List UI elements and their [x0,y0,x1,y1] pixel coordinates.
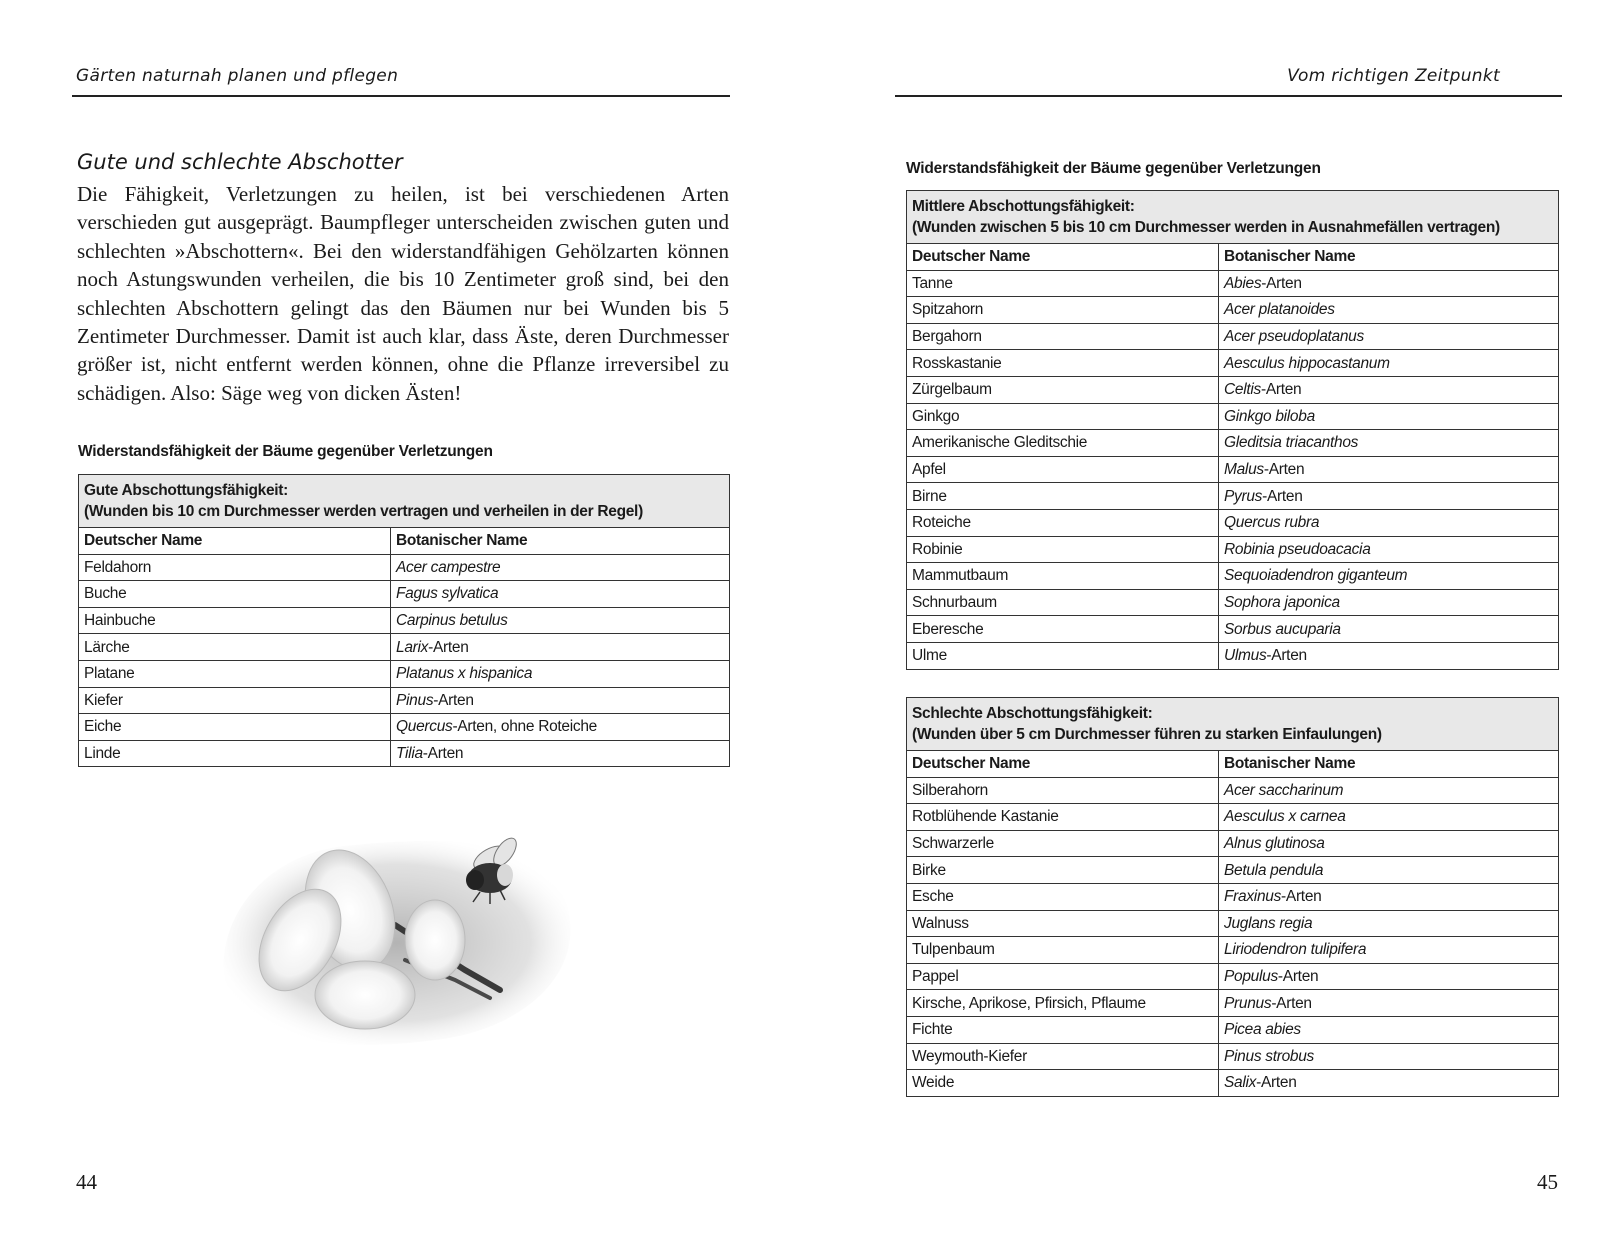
table-row [907,804,1559,831]
german-name-cell: Weymouth-Kiefer [907,1043,1219,1070]
table-row [907,509,1559,536]
table-row [907,883,1559,910]
german-name-cell: Bergahorn [907,323,1219,350]
botanical-name-cell [391,607,730,634]
botanical-name-cell [1219,270,1559,297]
botanical-name: Ulmus [1224,647,1267,665]
table-row [907,456,1559,483]
botanical-name: Liriodendron tulipifera [1224,941,1367,959]
table-row [907,1043,1559,1070]
german-name-cell: Schnurbaum [907,589,1219,616]
botanical-name-cell [1219,563,1559,590]
botanical-name: Sorbus aucuparia [1224,620,1341,638]
table-caption-right: Widerstandsfähigkeit der Bäume gegenüber Verletzungen [906,160,1321,177]
table-row [907,563,1559,590]
botanical-suffix: -Arten [1261,274,1302,292]
body-paragraph: Die Fähigkeit, Verletzungen zu heilen, ist bei verschiedenen Arten verschieden gut ausgeprägt. Baumpfleger unterscheiden zwischen guten und schlechten »Abschottern«. Bei den widerstandfähigen Gehölzarten können noch Astungswunden verheilen, die bis 10 Zentimeter groß sind, bei den schlechten Abschottern gelingt das den Bäumen nur bei Wunden bis 5 Zentimeter Durchmesser. Damit ist auch klar, dass Äste, deren Durchmesser größer ist, nicht entfernt werden können, ohne die Pflanze irreversibel zu schädigen. Also: Säge weg von dicken Ästen! [77,182,729,405]
botanical-name: Fagus sylvatica [396,585,499,603]
table-group-header [907,191,1559,244]
german-name-cell: Linde [79,740,391,767]
header-rule-right [895,95,1562,97]
table-row [907,910,1559,937]
botanical-name-cell [1219,430,1559,457]
table-row [907,1070,1559,1097]
botanical-name-cell [1219,963,1559,990]
table-row [907,642,1559,669]
german-name-cell: Tulpenbaum [907,937,1219,964]
botanical-name-cell [1219,483,1559,510]
table-row [907,297,1559,324]
botanical-name-cell [391,581,730,608]
botanical-name-cell [1219,350,1559,377]
group-note: (Wunden bis 10 cm Durchmesser werden vertragen und verheilen in der Regel) [84,503,643,520]
botanical-suffix: -Arten [422,745,464,763]
german-name-cell: Buche [79,581,391,608]
group-note: (Wunden über 5 cm Durchmesser führen zu starken Einfaulungen) [912,726,1382,743]
german-name-cell: Kirsche, Aprikose, Pfirsich, Pflaume [907,990,1219,1017]
table-row [79,634,730,661]
group-note: (Wunden zwischen 5 bis 10 cm Durchmesser werden in Ausnahmefällen vertragen) [912,219,1500,236]
botanical-name: Ginkgo biloba [1224,407,1315,425]
german-name-cell: Amerikanische Gleditschie [907,430,1219,457]
botanical-name-cell [391,714,730,741]
catkin-right [405,900,465,980]
group-title: Gute Abschottungsfähigkeit: [84,482,289,499]
table-row [907,937,1559,964]
botanical-name-cell [1219,403,1559,430]
german-name-cell: Feldahorn [79,554,391,581]
running-head-right: Vom richtigen Zeitpunkt [1287,66,1500,86]
botanical-suffix: -Arten [428,638,469,656]
botanical-name: Quercus rubra [1224,514,1320,532]
german-name-cell: Walnuss [907,910,1219,937]
botanical-name: Tilia [396,745,423,763]
german-name-cell: Weide [907,1070,1219,1097]
table-row [79,554,730,581]
botanical-name: Acer saccharinum [1224,781,1344,799]
botanical-name: Quercus [396,718,453,736]
botanical-suffix: -Arten [1256,1074,1297,1092]
table-group-header [79,475,730,528]
botanical-suffix: -Arten [1266,647,1307,665]
german-name-cell: Lärche [79,634,391,661]
botanical-name: Sequoiadendron giganteum [1224,567,1408,585]
page-number-left: 44 [76,1170,97,1194]
table-row [907,857,1559,884]
botanical-name: Robinia pseudoacacia [1224,540,1371,558]
header-rule-left [72,95,730,97]
german-name-cell: Pappel [907,963,1219,990]
botanical-name-cell [1219,1016,1559,1043]
german-name-cell: Eiche [79,714,391,741]
botanical-suffix: -Arten [1262,487,1303,505]
botanical-name-cell [1219,509,1559,536]
botanical-name: Acer pseudoplatanus [1224,328,1364,346]
table-row [907,1016,1559,1043]
botanical-name-cell [1219,937,1559,964]
german-name-cell: Fichte [907,1016,1219,1043]
german-name-cell: Apfel [907,456,1219,483]
botanical-name-cell [391,554,730,581]
table-group-header [907,698,1559,751]
german-name-cell: Silberahorn [907,777,1219,804]
german-name-cell: Hainbuche [79,607,391,634]
botanical-name: Gleditsia triacanthos [1224,434,1359,452]
botanical-name: Fraxinus [1224,888,1282,906]
table-row [907,270,1559,297]
botanical-name-cell [1219,297,1559,324]
table-row [907,376,1559,403]
table-caption-left: Widerstandsfähigkeit der Bäume gegenüber Verletzungen [78,443,493,460]
botanical-suffix: -Arten [1281,888,1322,906]
table-row [79,581,730,608]
botanical-name-cell [1219,804,1559,831]
botanical-name: Populus [1224,968,1278,986]
german-name-cell: Robinie [907,536,1219,563]
botanical-name: Aesculus x carnea [1224,808,1346,826]
table-row [907,536,1559,563]
botanical-name-cell [1219,990,1559,1017]
right-page [809,0,1618,1240]
german-name-cell: Spitzahorn [907,297,1219,324]
german-name-cell: Eberesche [907,616,1219,643]
running-head-left: Gärten naturnah planen und pflegen [76,66,399,86]
botanical-name-cell [1219,323,1559,350]
botanical-name-cell [1219,910,1559,937]
german-name-cell: Mammutbaum [907,563,1219,590]
botanical-name: Juglans regia [1224,914,1313,932]
german-name-cell: Kiefer [79,687,391,714]
willow-catkin-bumblebee-illustration [205,830,605,1060]
botanical-name: Malus [1224,461,1264,479]
botanical-name-cell [1219,456,1559,483]
table-row [907,777,1559,804]
botanical-name-cell [1219,883,1559,910]
botanical-suffix: -Arten [1263,461,1305,479]
column-header-botanical: Botanischer Name [1219,751,1559,778]
german-name-cell: Birne [907,483,1219,510]
botanical-name-cell [1219,1070,1559,1097]
botanical-suffix: -Arten [1260,381,1302,399]
botanical-name-cell [391,634,730,661]
botanical-name: Acer platanoides [1224,301,1335,319]
botanical-name: Alnus glutinosa [1224,835,1325,853]
botanical-suffix: -Arten, ohne Roteiche [452,718,597,736]
botanical-name-cell [1219,1043,1559,1070]
botanical-name-cell [1219,642,1559,669]
botanical-name-cell [391,660,730,687]
botanical-name-cell [1219,536,1559,563]
botanical-name: Pinus [396,691,434,709]
botanical-name: Salix [1224,1074,1257,1092]
column-header-german: Deutscher Name [907,244,1219,271]
botanical-name: Larix [396,638,429,656]
botanical-name-cell [1219,616,1559,643]
botanical-name: Acer campestre [396,558,501,576]
botanical-name: Aesculus hippocastanum [1224,354,1390,372]
table-row [79,740,730,767]
botanical-name: Pyrus [1224,487,1263,505]
table-row [907,403,1559,430]
table-row [79,660,730,687]
botanical-name: Celtis [1224,381,1261,399]
botanical-name: Picea abies [1224,1021,1301,1039]
german-name-cell: Ulme [907,642,1219,669]
botanical-name-cell [1219,777,1559,804]
botanical-suffix: -Arten [433,691,474,709]
botanical-name: Betula pendula [1224,861,1324,879]
catkin-lower [315,961,415,1029]
german-name-cell: Tanne [907,270,1219,297]
botanical-name-cell [391,740,730,767]
page-number-right: 45 [1537,1170,1558,1194]
table-row [907,483,1559,510]
german-name-cell: Zürgelbaum [907,376,1219,403]
table-row [907,616,1559,643]
section-title: Gute und schlechte Abschotter [77,150,403,174]
column-header-german: Deutscher Name [907,751,1219,778]
german-name-cell: Ginkgo [907,403,1219,430]
table-row [79,687,730,714]
german-name-cell: Esche [907,883,1219,910]
german-name-cell: Roteiche [907,509,1219,536]
table-medium-sealing [906,190,1559,670]
botanical-name: Pinus strobus [1224,1047,1315,1065]
german-name-cell: Schwarzerle [907,830,1219,857]
botanical-suffix: -Arten [1277,968,1319,986]
table-row [907,963,1559,990]
column-header-botanical: Botanischer Name [1219,244,1559,271]
botanical-name-cell [1219,589,1559,616]
german-name-cell: Birke [907,857,1219,884]
botanical-name: Abies [1224,274,1262,292]
botanical-name: Prunus [1224,994,1272,1012]
botanical-name: Sophora japonica [1224,594,1340,612]
botanical-suffix: -Arten [1271,994,1312,1012]
botanical-name-cell [1219,857,1559,884]
botanical-name: Platanus x hispanica [396,665,533,683]
botanical-name-cell [1219,376,1559,403]
column-header-german: Deutscher Name [79,528,391,555]
table-row [907,430,1559,457]
table-row [79,714,730,741]
german-name-cell: Rotblühende Kastanie [907,804,1219,831]
table-good-sealing [78,474,730,767]
table-row [79,607,730,634]
german-name-cell: Platane [79,660,391,687]
table-row [907,323,1559,350]
group-title: Mittlere Abschottungsfähigkeit: [912,198,1135,215]
group-title: Schlechte Abschottungsfähigkeit: [912,705,1153,722]
table-row [907,830,1559,857]
german-name-cell: Rosskastanie [907,350,1219,377]
table-poor-sealing [906,697,1559,1097]
table-row [907,589,1559,616]
botanical-name-cell [1219,830,1559,857]
table-row [907,990,1559,1017]
botanical-name-cell [391,687,730,714]
table-row [907,350,1559,377]
botanical-name: Carpinus betulus [396,612,508,630]
column-header-botanical: Botanischer Name [391,528,730,555]
